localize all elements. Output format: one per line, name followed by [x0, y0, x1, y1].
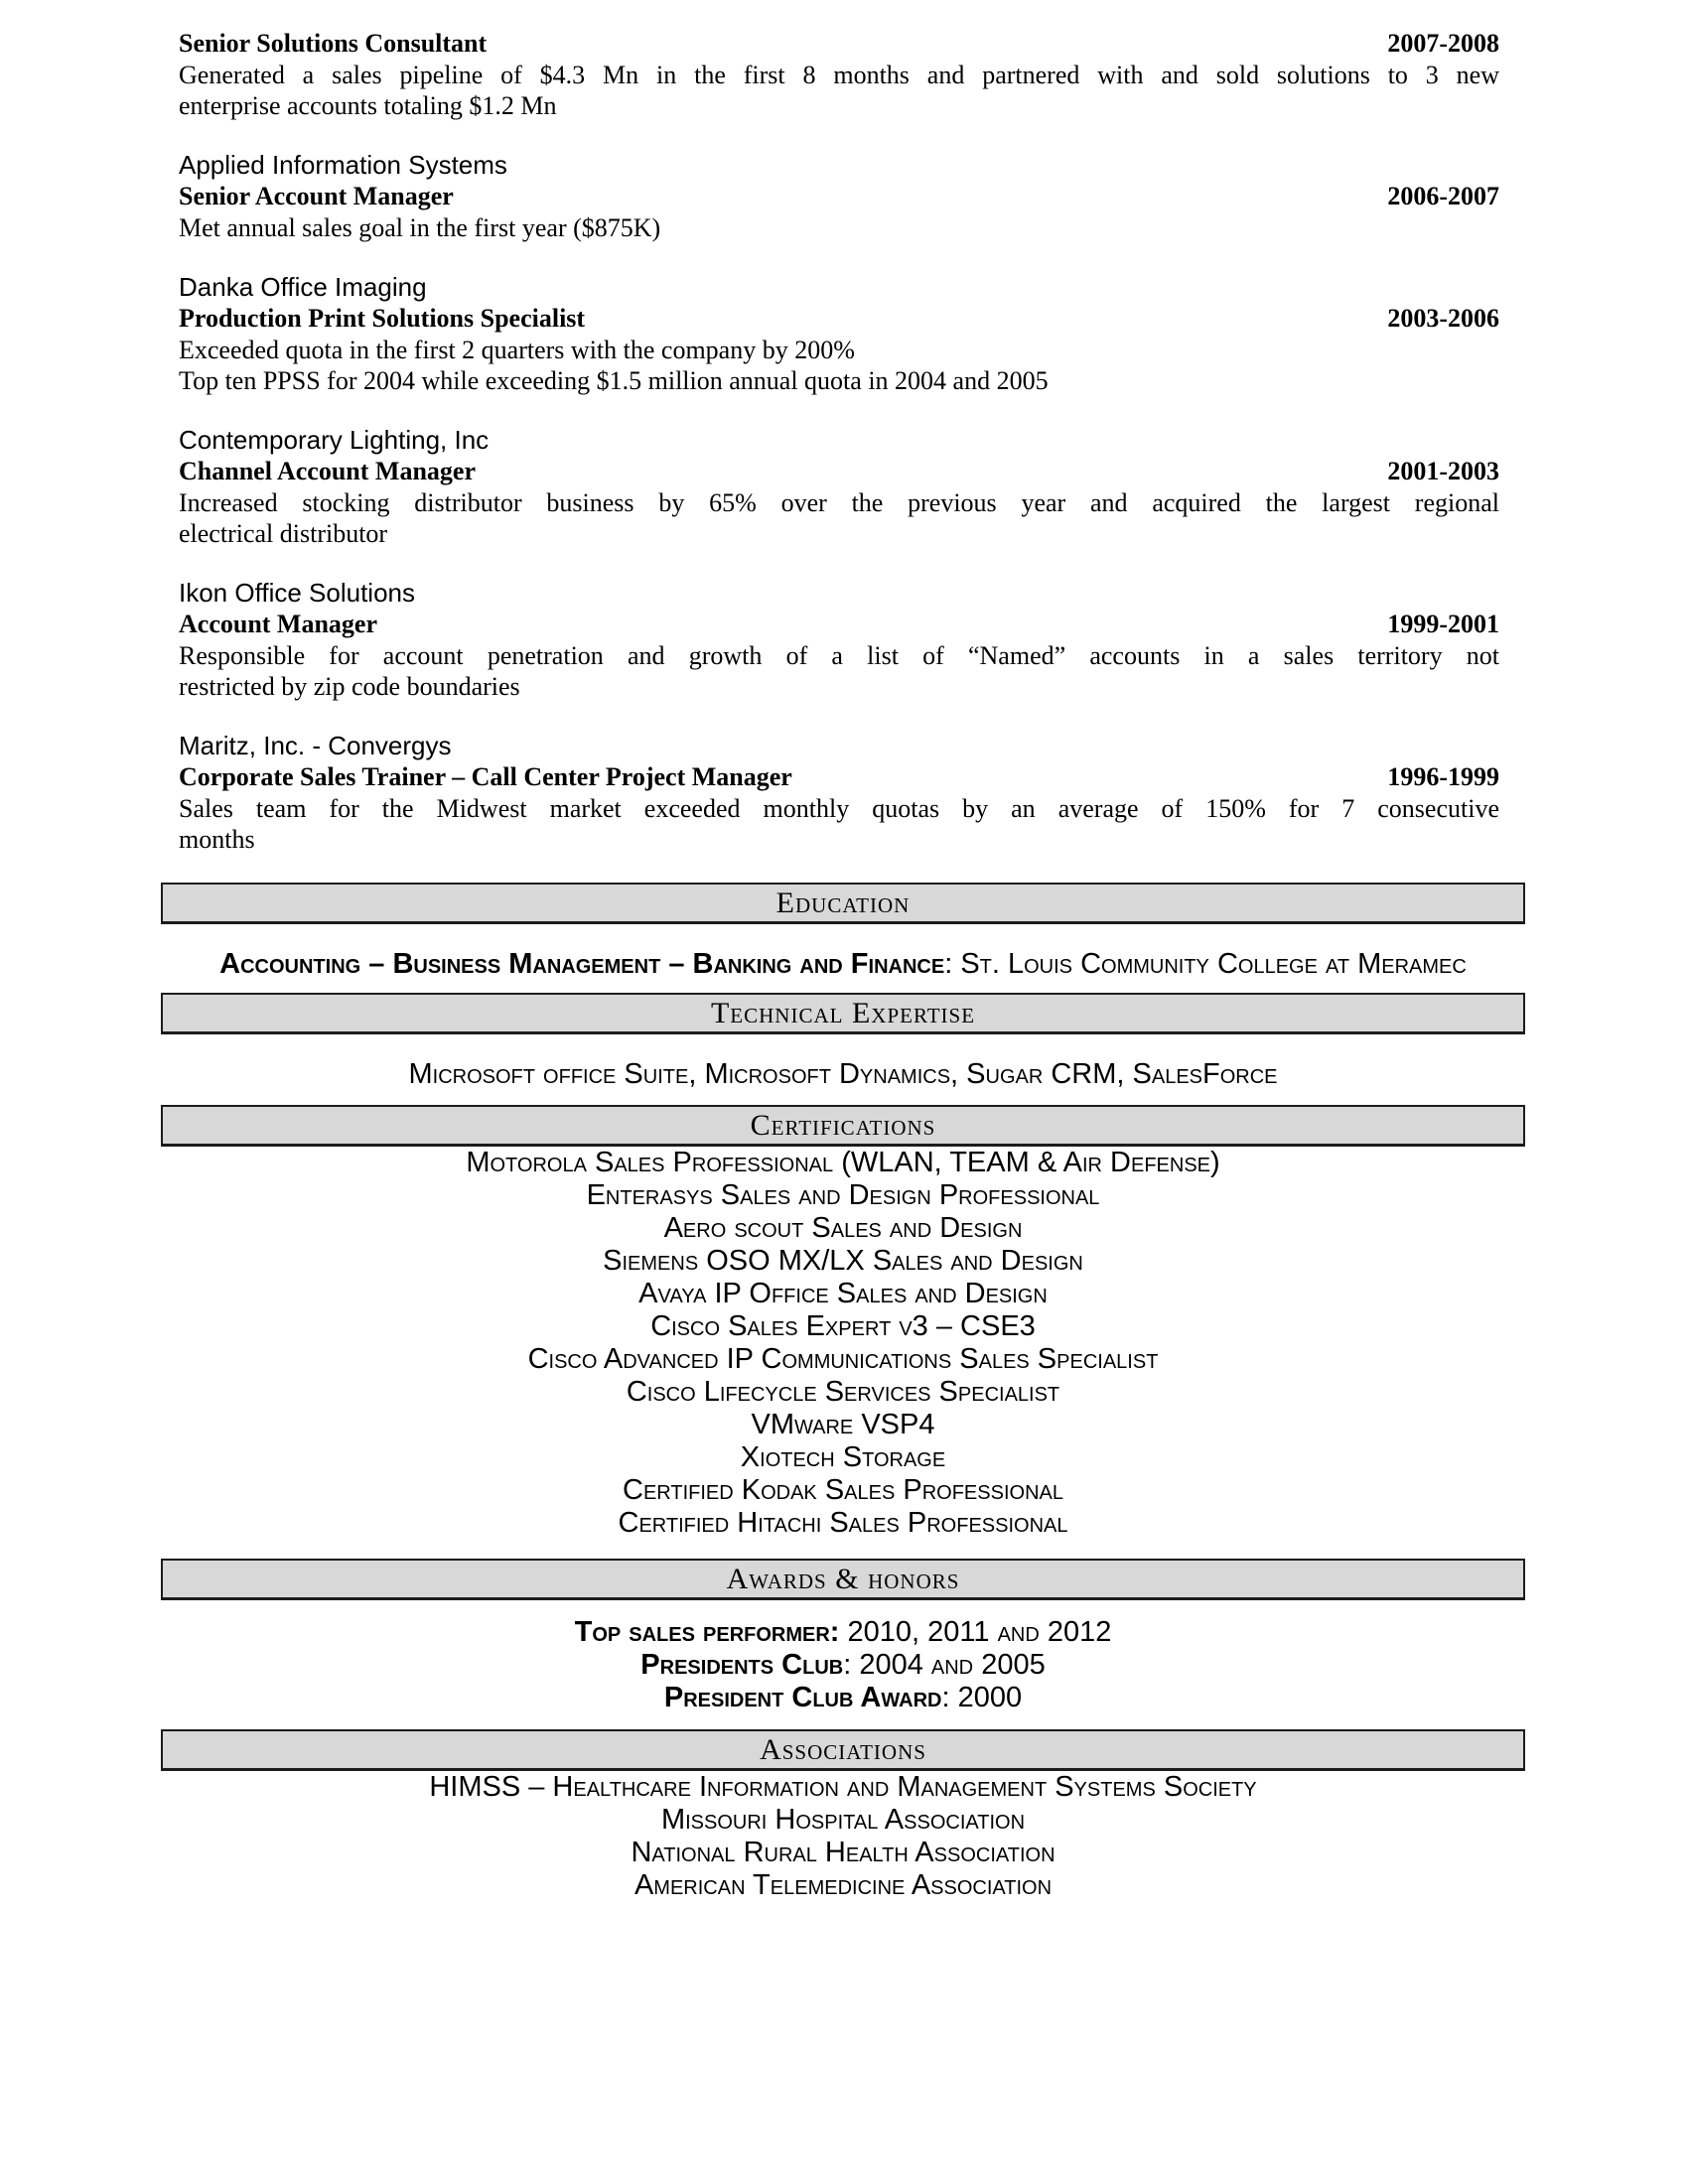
association-item: HIMSS – Healthcare Information and Management Systems Society [429, 1771, 1257, 1803]
job-description-line: Increased stocking distributor business by 65% over the previous year and acquired the largest regional [179, 488, 1499, 517]
awards-list [161, 1616, 1525, 1714]
job-description-line: Top ten PPSS for 2004 while exceeding $1.5 million annual quota in 2004 and 2005 [179, 366, 1049, 395]
education-school: : St. Louis Community College at Meramec [944, 948, 1467, 980]
section-header-awards [161, 1559, 1525, 1600]
education-content [161, 948, 1525, 981]
association-item: National Rural Health Association [631, 1837, 1055, 1868]
section-header-title: Education [775, 886, 911, 919]
job-description-line: Met annual sales goal in the first year ($875K) [179, 213, 661, 242]
company-name: Maritz, Inc. - Convergys [179, 731, 452, 760]
job-description [179, 640, 1499, 702]
job-dates: 2007-2008 [1387, 29, 1499, 58]
certification-item: Cisco Advanced IP Communications Sales Specialist [527, 1343, 1159, 1375]
job-description [179, 793, 1499, 855]
job-title: Channel Account Manager [179, 457, 476, 485]
job-description [179, 335, 1499, 396]
job-description-line: enterprise accounts totaling $1.2 Mn [179, 91, 557, 120]
job-title-row [179, 28, 1499, 60]
certification-item: Certified Kodak Sales Professional [623, 1474, 1063, 1506]
award-value: : 2004 and 2005 [843, 1649, 1046, 1681]
experience-section [161, 28, 1525, 855]
certifications-list [161, 1147, 1525, 1540]
job-title: Account Manager [179, 610, 378, 638]
section-header-certifications [161, 1105, 1525, 1147]
award-item [161, 1616, 1525, 1649]
job-description-line: Sales team for the Midwest market exceeded monthly quotas by an average of 150% for 7 consecutive [179, 794, 1499, 823]
certification-item: Aero scout Sales and Design [663, 1212, 1023, 1244]
section-header-title: Technical Expertise [710, 996, 976, 1029]
certification-item: Siemens OSO MX/LX Sales and Design [603, 1245, 1083, 1277]
job-dates: 2003-2006 [1387, 304, 1499, 333]
association-item: American Telemedicine Association [633, 1869, 1053, 1901]
job-description-line: Exceeded quota in the first 2 quarters with the company by 200% [179, 336, 855, 364]
job-title-row [179, 181, 1499, 212]
company-name: Applied Information Systems [179, 150, 507, 180]
certification-item: Motorola Sales Professional (WLAN, TEAM & Air Defense) [466, 1147, 1220, 1178]
job-dates: 2001-2003 [1387, 457, 1499, 485]
job-title: Senior Account Manager [179, 182, 454, 210]
job-description-line: electrical distributor [179, 519, 388, 548]
job-description [179, 212, 1499, 243]
certification-item: Avaya IP Office Sales and Design [638, 1278, 1048, 1309]
job-title: Production Print Solutions Specialist [179, 304, 586, 333]
technical-expertise-list: Microsoft office Suite, Microsoft Dynamics, Sugar CRM, SalesForce [408, 1058, 1278, 1090]
section-header-title: Certifications [750, 1108, 936, 1142]
certification-item: Certified Hitachi Sales Professional [618, 1507, 1068, 1539]
experience-entry [161, 577, 1525, 702]
job-title-row [179, 761, 1499, 793]
section-header-title: Associations [760, 1732, 926, 1766]
award-label: Top sales performer: [574, 1616, 840, 1648]
job-description [179, 60, 1499, 121]
job-dates: 1999-2001 [1387, 610, 1499, 638]
section-header-associations [161, 1729, 1525, 1771]
certification-item: Enterasys Sales and Design Professional [586, 1179, 1100, 1211]
job-title: Senior Solutions Consultant [179, 29, 488, 58]
job-description-line: Generated a sales pipeline of $4.3 Mn in the first 8 months and partnered with and sold solutions to 3 new [179, 61, 1499, 89]
experience-entry [161, 28, 1525, 121]
award-label: President Club Award [663, 1682, 942, 1713]
job-title-row [179, 303, 1499, 335]
certification-item: Cisco Lifecycle Services Specialist [626, 1376, 1060, 1408]
section-header-technical-expertise [161, 993, 1525, 1034]
association-item: Missouri Hospital Association [660, 1804, 1026, 1836]
job-description-line: months [179, 825, 255, 854]
section-header-education [161, 883, 1525, 924]
job-description-line: restricted by zip code boundaries [179, 672, 520, 701]
company-name: Danka Office Imaging [179, 272, 427, 302]
job-dates: 1996-1999 [1387, 762, 1499, 791]
award-label: Presidents Club [640, 1649, 844, 1681]
job-title-row [179, 609, 1499, 640]
experience-entry [161, 271, 1525, 396]
experience-entry [161, 149, 1525, 243]
experience-entry [161, 424, 1525, 549]
company-name: Contemporary Lighting, Inc [179, 425, 490, 455]
job-description-line: Responsible for account penetration and growth of a list of “Named” accounts in a sales territory not [179, 641, 1499, 670]
certification-item: Cisco Sales Expert v3 – CSE3 [650, 1310, 1036, 1342]
job-title: Corporate Sales Trainer – Call Center Project Manager [179, 762, 792, 791]
company-name: Ikon Office Solutions [179, 578, 415, 608]
certification-item: VMware VSP4 [751, 1409, 935, 1440]
associations-list [161, 1771, 1525, 1902]
certification-item: Xiotech Storage [740, 1441, 946, 1473]
job-description [179, 487, 1499, 549]
section-header-title: Awards & honors [726, 1562, 960, 1595]
award-item [161, 1682, 1525, 1714]
award-value: : 2000 [941, 1682, 1023, 1713]
job-dates: 2006-2007 [1387, 182, 1499, 210]
award-value: 2010, 2011 and 2012 [839, 1616, 1112, 1648]
experience-entry [161, 730, 1525, 855]
job-title-row [179, 456, 1499, 487]
education-degree: Accounting – Business Management – Banking and Finance [219, 948, 945, 980]
award-item [161, 1649, 1525, 1682]
